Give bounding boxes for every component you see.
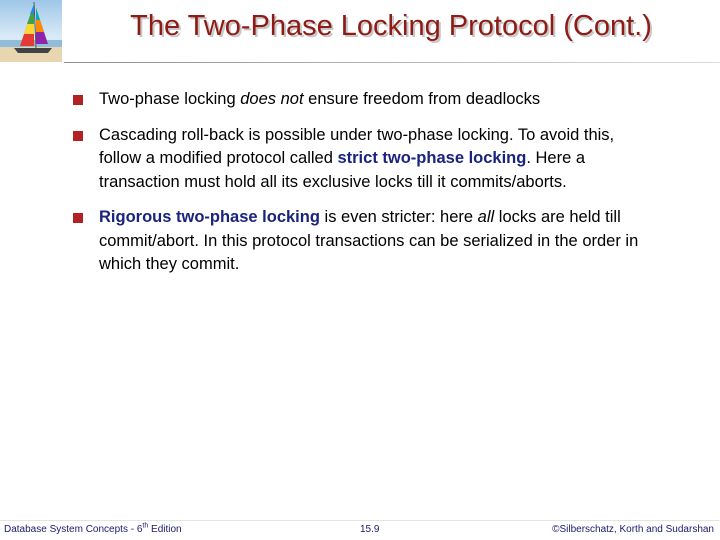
bullet-text: ensure freedom from deadlocks — [303, 90, 541, 108]
bullet-list — [70, 88, 710, 289]
footer-divider — [0, 520, 720, 521]
square-bullet-icon — [73, 131, 83, 141]
footer-book-text: Database System Concepts - 6 — [4, 524, 143, 535]
list-item — [70, 88, 659, 112]
term-strict-2pl: strict two-phase locking — [337, 149, 527, 167]
bullet-text: Cascading roll-back is possible under two-phase locking. To avoid this, follow a modified protocol called — [99, 125, 615, 167]
term-rigorous-2pl: Rigorous two-phase locking — [99, 208, 320, 226]
bullet-text: locks are held till commit/abort. In this protocol transactions can be serialized in the order in which they commit. — [99, 208, 639, 273]
footer-edition-text: Edition — [148, 524, 182, 535]
list-item — [70, 124, 659, 195]
bullet-emphasis: does not — [240, 90, 304, 108]
sailboat-logo-icon — [0, 0, 62, 62]
footer-book-title — [4, 523, 182, 537]
footer-copyright: ©Silberschatz, Korth and Sudarshan — [552, 524, 714, 535]
square-bullet-icon — [73, 213, 83, 223]
footer-edition-sup: th — [142, 522, 149, 530]
list-item — [70, 206, 659, 277]
square-bullet-icon — [73, 95, 83, 105]
slide-number: 15.9 — [360, 524, 380, 535]
bullet-text: is even stricter: here — [319, 208, 478, 226]
page-title: The Two-Phase Locking Protocol (Cont.) — [130, 10, 652, 42]
title-divider — [64, 62, 720, 63]
bullet-emphasis: all — [477, 208, 495, 226]
bullet-text: . Here a transaction must hold all its exclusive locks till it commits/aborts. — [99, 149, 586, 191]
bullet-text: Two-phase locking — [99, 90, 241, 108]
